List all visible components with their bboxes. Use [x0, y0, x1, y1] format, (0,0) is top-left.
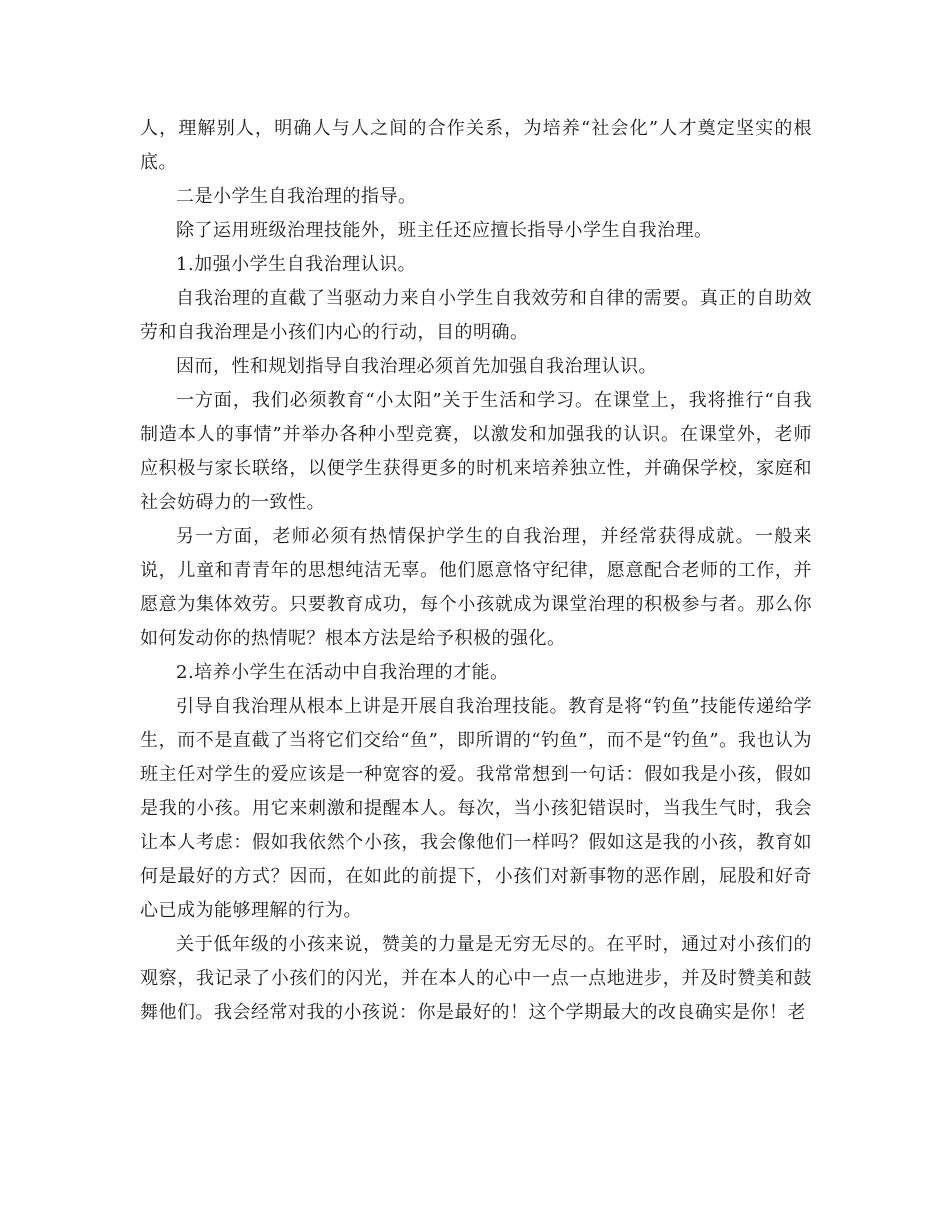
paragraph: 2.培养小学生在活动中自我治理的才能。	[176, 662, 509, 683]
paragraph: 一方面，我们必须教育“小太阳”关于生活和学习。在课堂上，我将推行“自我制造本人的事情”并举办各种小型竞赛，以激发和加强我的认识。在课堂外，老师应积极与家长联络，以便学生获得更多的时机来培养独立性，并确保学校，家庭和社会妨碍力的一致性。	[140, 390, 812, 513]
paragraph: 人，理解别人，明确人与人之间的合作关系，为培养“社会化”人才奠定坚实的根底。	[140, 118, 812, 173]
paragraph: 因而，性和规划指导自我治理必须首先加强自我治理认识。	[176, 356, 657, 377]
document-body	[140, 112, 812, 1030]
paragraph: 除了运用班级治理技能外，班主任还应擅长指导小学生自我治理。	[176, 220, 713, 241]
paragraph: 另一方面，老师必须有热情保护学生的自我治理，并经常获得成就。一般来说，儿童和青青年的思想纯洁无辜。他们愿意恪守纪律，愿意配合老师的工作，并愿意为集体效劳。只要教育成功，每个小孩就成为课堂治理的积极参与者。那么你如何发动你的热情呢？根本方法是给予积极的强化。	[140, 526, 812, 649]
paragraph: 二是小学生自我治理的指导。	[176, 186, 417, 207]
paragraph: 关于低年级的小孩来说，赞美的力量是无穷无尽的。在平时，通过对小孩们的观察，我记录了小孩们的闪光，并在本人的心中一点一点地进步，并及时赞美和鼓舞他们。我会经常对我的小孩说：你是最好的！这个学期最大的改良确实是你！老	[140, 934, 812, 1023]
paragraph: 引导自我治理从根本上讲是开展自我治理技能。教育是将“钓鱼”技能传递给学生，而不是直截了当将它们交给“鱼”，即所谓的“钓鱼”，而不是“钓鱼”。我也认为班主任对学生的爱应该是一种宽容的爱。我常常想到一句话：假如我是小孩，假如是我的小孩。用它来刺激和提醒本人。每次，当小孩犯错误时，当我生气时，我会让本人考虑：假如我依然个小孩，我会像他们一样吗？假如这是我的小孩，教育如何是最好的方式？因而，在如此的前提下，小孩们对新事物的恶作剧，屁股和好奇心已成为能够理解的行为。	[140, 696, 812, 921]
paragraph: 1.加强小学生自我治理认识。	[176, 254, 417, 275]
paragraph: 自我治理的直截了当驱动力来自小学生自我效劳和自律的需要。真正的自助效劳和自我治理是小孩们内心的行动，目的明确。	[140, 288, 812, 343]
